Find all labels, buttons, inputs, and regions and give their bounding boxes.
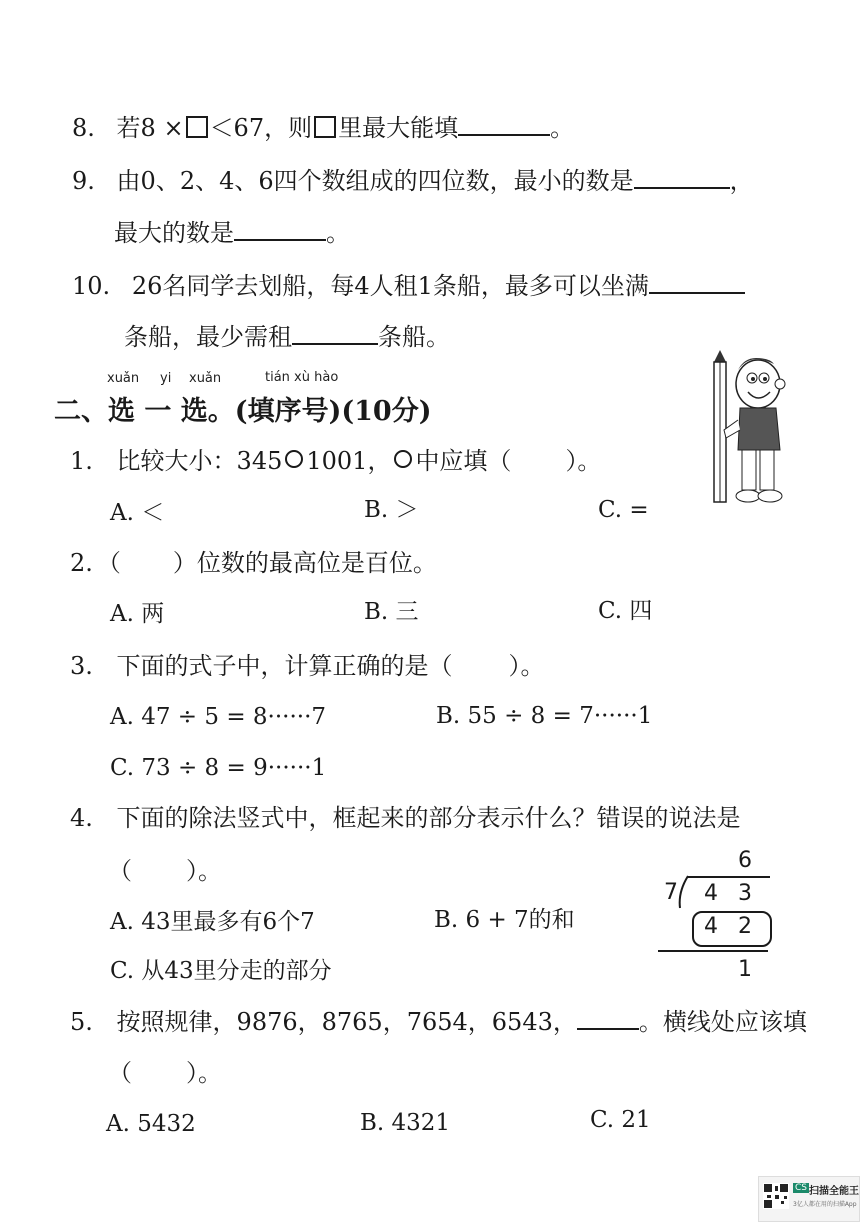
product-digit: 2: [738, 914, 752, 939]
answer-blank[interactable]: [649, 270, 745, 294]
q5-line2a: （: [108, 1059, 132, 1087]
answer-blank[interactable]: [577, 1006, 639, 1030]
division-bracket: [676, 874, 690, 910]
q3-text-b: ）。: [508, 652, 545, 680]
q2-option-a[interactable]: A. 两: [110, 601, 165, 627]
question-1: [70, 446, 601, 476]
q9-line1-end: ，: [729, 167, 754, 195]
q3-option-b[interactable]: B. 55 ÷ 8 = 7······1: [436, 703, 653, 729]
q5-option-a[interactable]: A. 5432: [106, 1111, 196, 1137]
pinyin-tian-xu-hao: tián xù hào: [265, 370, 339, 385]
question-9-line2: [114, 217, 350, 248]
q9-line2: 最大的数是: [114, 219, 234, 247]
q1-option-b[interactable]: B. ＞: [364, 497, 419, 523]
q1-option-a[interactable]: A. ＜: [110, 500, 165, 526]
q8-mid: ＜67，则: [209, 114, 313, 142]
q4-option-a[interactable]: A. 43里最多有6个7: [110, 909, 315, 935]
q5-line1-end: 。横线处应该填: [638, 1008, 807, 1036]
q4-line1: 下面的除法竖式中，框起来的部分表示什么？错误的说法是: [116, 804, 741, 832]
question-4: [70, 803, 741, 833]
watermark-title: 扫描全能王: [809, 1186, 859, 1197]
answer-blank[interactable]: [458, 112, 550, 136]
q8-end: 。: [550, 114, 575, 142]
question-4-line2: [108, 856, 222, 886]
q5-number: 5.: [70, 1008, 93, 1036]
mascot-illustration: [700, 350, 790, 510]
q3-number: 3.: [70, 652, 93, 680]
q10-line2a: 条船，最少需租: [124, 323, 292, 351]
qr-code-icon: [763, 1183, 789, 1209]
q9-line1: 由0、2、4、6四个数组成的四位数，最小的数是: [116, 167, 634, 195]
remainder: 1: [738, 957, 752, 982]
question-9: [72, 165, 754, 196]
q4-line2b: ）。: [186, 857, 222, 885]
question-10: [72, 270, 745, 301]
answer-box: [186, 116, 208, 138]
q8-post: 里最大能填: [338, 114, 459, 142]
compare-circle: [285, 450, 303, 468]
product-digit: 4: [704, 914, 718, 939]
q2-number: 2.: [70, 549, 93, 577]
q8-pre: 若8 ×: [116, 114, 184, 142]
q4-option-b[interactable]: B. 6 + 7的和: [434, 907, 575, 933]
q5-option-c[interactable]: C. 21: [590, 1107, 651, 1133]
dividend-digit: 4: [704, 881, 718, 906]
question-5-line2: [108, 1058, 222, 1088]
q8-number: 8.: [72, 114, 95, 142]
q1-option-c[interactable]: C. =: [598, 497, 649, 523]
quotient: 6: [738, 848, 752, 873]
q9-number: 9.: [72, 167, 95, 195]
q9-line2-end: 。: [326, 219, 350, 247]
q10-line2b: 条船。: [378, 323, 450, 351]
question-8: [72, 112, 574, 143]
question-5: [70, 1006, 807, 1037]
division-bar: [688, 876, 770, 878]
q10-line1: 26名同学去划船，每4人租1条船，最多可以坐满: [131, 272, 649, 300]
q3-option-c[interactable]: C. 73 ÷ 8 = 9······1: [110, 755, 327, 781]
q5-line2b: ）。: [186, 1059, 222, 1087]
question-2: [70, 548, 437, 578]
q4-number: 4.: [70, 804, 93, 832]
answer-blank[interactable]: [234, 217, 326, 241]
q10-number: 10.: [72, 272, 111, 300]
q3-text-a: 下面的式子中，计算正确的是（: [116, 652, 453, 680]
q4-line2a: （: [108, 857, 132, 885]
pinyin-yi: yi: [160, 371, 172, 386]
q1-text-b: 1001，: [306, 447, 392, 475]
divisor: 7: [664, 880, 678, 905]
scanner-watermark: [758, 1176, 860, 1222]
q1-text-a: 比较大小：345: [116, 447, 283, 475]
q3-option-a[interactable]: A. 47 ÷ 5 = 8······7: [110, 704, 327, 730]
watermark-subtitle: 3亿人都在用的扫描App: [793, 1201, 857, 1208]
answer-box: [314, 116, 336, 138]
question-3: [70, 651, 545, 681]
q1-text-d: ）。: [565, 447, 602, 475]
dividend-digit: 3: [738, 881, 752, 906]
pinyin-xuan: xuǎn: [189, 371, 222, 386]
answer-blank[interactable]: [634, 165, 730, 189]
pinyin-xuan: xuǎn: [107, 371, 140, 386]
q4-option-c[interactable]: C. 从43里分走的部分: [110, 958, 332, 984]
subtraction-line: [658, 950, 768, 952]
q2-text-b: ）位数的最高位是百位。: [172, 549, 437, 577]
q5-line1: 按照规律，9876，8765，7654，6543，: [116, 1008, 577, 1036]
q1-number: 1.: [70, 447, 93, 475]
section-title: 二、选 一 选。(填序号)(10分): [54, 396, 432, 427]
question-10-line2: [124, 321, 450, 352]
q2-text-a: （: [96, 549, 121, 577]
q2-option-b[interactable]: B. 三: [364, 599, 419, 625]
q2-option-c[interactable]: C. 四: [598, 598, 653, 624]
cs-badge: CS: [795, 1183, 807, 1193]
q5-option-b[interactable]: B. 4321: [360, 1110, 451, 1136]
answer-blank[interactable]: [292, 321, 378, 345]
q1-text-c: 中应填（: [415, 447, 512, 475]
compare-circle: [394, 450, 412, 468]
